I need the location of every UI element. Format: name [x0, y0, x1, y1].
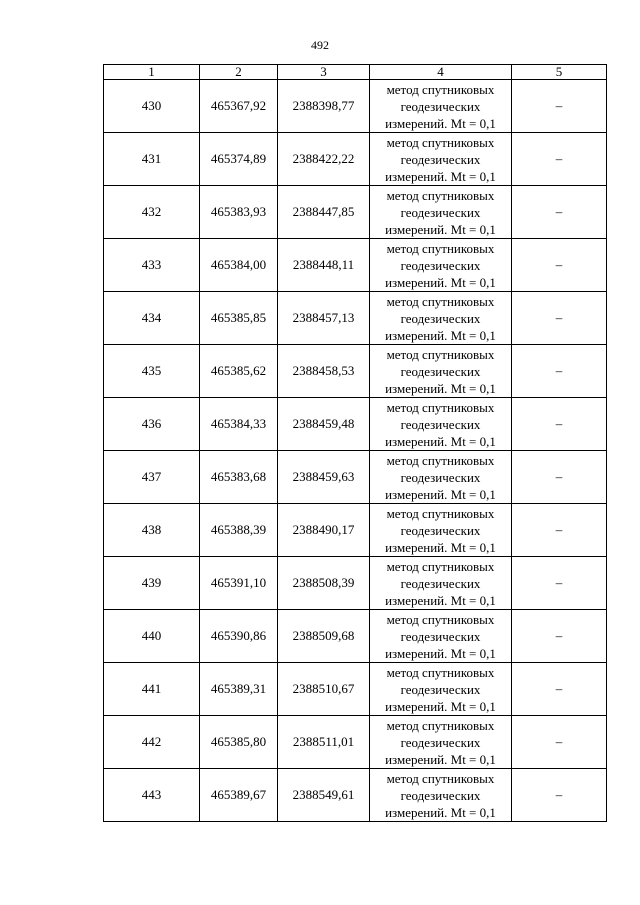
method-text-line: геодезических [400, 204, 481, 220]
method-text-line: измерений. Mt = 0,1 [385, 168, 496, 184]
column-header-1: 1 [104, 65, 200, 80]
coordinate-x-cell: 465388,39 [200, 504, 278, 557]
method-cell [370, 451, 512, 504]
method-text-line: геодезических [400, 575, 481, 591]
table-row [104, 398, 607, 451]
note-cell: – [512, 186, 607, 239]
method-cell [370, 504, 512, 557]
point-number-cell: 438 [104, 504, 200, 557]
method-text-line: метод спутниковых [386, 717, 495, 733]
method-text-line: измерений. Mt = 0,1 [385, 592, 496, 608]
coordinate-y-cell: 2388398,77 [278, 80, 370, 133]
method-cell [370, 80, 512, 133]
coordinate-y-cell: 2388457,13 [278, 292, 370, 345]
table-row [104, 663, 607, 716]
method-text-line: метод спутниковых [386, 505, 495, 521]
table-row [104, 557, 607, 610]
table-row [104, 133, 607, 186]
point-number-cell: 432 [104, 186, 200, 239]
table-row [104, 345, 607, 398]
note-cell: – [512, 769, 607, 822]
coordinate-y-cell: 2388459,63 [278, 451, 370, 504]
method-text-line: метод спутниковых [386, 81, 495, 97]
note-cell: – [512, 716, 607, 769]
method-cell [370, 345, 512, 398]
method-cell [370, 769, 512, 822]
coordinate-x-cell: 465390,86 [200, 610, 278, 663]
method-text-line: измерений. Mt = 0,1 [385, 115, 496, 131]
method-text-line: измерений. Mt = 0,1 [385, 539, 496, 555]
point-number-cell: 436 [104, 398, 200, 451]
method-text-line: метод спутниковых [386, 558, 495, 574]
note-cell: – [512, 345, 607, 398]
coordinate-x-cell: 465383,93 [200, 186, 278, 239]
point-number-cell: 434 [104, 292, 200, 345]
coordinate-x-cell: 465385,62 [200, 345, 278, 398]
method-text-line: метод спутниковых [386, 452, 495, 468]
note-cell: – [512, 663, 607, 716]
table-row [104, 769, 607, 822]
coordinate-x-cell: 465389,31 [200, 663, 278, 716]
coordinate-x-cell: 465385,80 [200, 716, 278, 769]
coordinate-y-cell: 2388509,68 [278, 610, 370, 663]
column-header-3: 3 [278, 65, 370, 80]
method-text-line: измерений. Mt = 0,1 [385, 486, 496, 502]
point-number-cell: 439 [104, 557, 200, 610]
method-text-line: метод спутниковых [386, 187, 495, 203]
coordinate-x-cell: 465367,92 [200, 80, 278, 133]
coordinate-x-cell: 465383,68 [200, 451, 278, 504]
coordinate-x-cell: 465384,33 [200, 398, 278, 451]
method-text-line: измерений. Mt = 0,1 [385, 804, 496, 820]
method-text-line: геодезических [400, 257, 481, 273]
method-text-line: измерений. Mt = 0,1 [385, 327, 496, 343]
point-number-cell: 430 [104, 80, 200, 133]
table-row [104, 292, 607, 345]
coordinate-x-cell: 465374,89 [200, 133, 278, 186]
table-row [104, 504, 607, 557]
note-cell: – [512, 610, 607, 663]
method-text-line: метод спутниковых [386, 770, 495, 786]
note-cell: – [512, 504, 607, 557]
method-text-line: геодезических [400, 787, 481, 803]
method-text-line: геодезических [400, 628, 481, 644]
method-text-line: геодезических [400, 310, 481, 326]
coordinate-x-cell: 465391,10 [200, 557, 278, 610]
method-text-line: измерений. Mt = 0,1 [385, 645, 496, 661]
point-number-cell: 442 [104, 716, 200, 769]
method-text-line: измерений. Mt = 0,1 [385, 698, 496, 714]
method-cell [370, 610, 512, 663]
table-row [104, 239, 607, 292]
method-text-line: измерений. Mt = 0,1 [385, 751, 496, 767]
method-text-line: метод спутниковых [386, 399, 495, 415]
method-cell [370, 557, 512, 610]
coordinate-y-cell: 2388508,39 [278, 557, 370, 610]
point-number-cell: 441 [104, 663, 200, 716]
coordinate-y-cell: 2388458,53 [278, 345, 370, 398]
table-row [104, 80, 607, 133]
coordinate-x-cell: 465384,00 [200, 239, 278, 292]
method-text-line: геодезических [400, 151, 481, 167]
coordinate-y-cell: 2388490,17 [278, 504, 370, 557]
note-cell: – [512, 239, 607, 292]
method-text-line: метод спутниковых [386, 611, 495, 627]
note-cell: – [512, 557, 607, 610]
column-header-4: 4 [370, 65, 512, 80]
note-cell: – [512, 133, 607, 186]
column-header-5: 5 [512, 65, 607, 80]
coordinate-y-cell: 2388422,22 [278, 133, 370, 186]
method-text-line: метод спутниковых [386, 293, 495, 309]
table-row [104, 186, 607, 239]
note-cell: – [512, 80, 607, 133]
table-row [104, 610, 607, 663]
table-body [104, 80, 607, 822]
method-text-line: измерений. Mt = 0,1 [385, 221, 496, 237]
point-number-cell: 433 [104, 239, 200, 292]
method-text-line: метод спутниковых [386, 134, 495, 150]
table-row [104, 716, 607, 769]
point-number-cell: 431 [104, 133, 200, 186]
method-text-line: измерений. Mt = 0,1 [385, 274, 496, 290]
method-cell [370, 716, 512, 769]
method-text-line: измерений. Mt = 0,1 [385, 433, 496, 449]
page-number: 492 [311, 38, 329, 52]
method-cell [370, 239, 512, 292]
method-text-line: метод спутниковых [386, 346, 495, 362]
coordinate-y-cell: 2388447,85 [278, 186, 370, 239]
coordinate-y-cell: 2388459,48 [278, 398, 370, 451]
method-text-line: геодезических [400, 98, 481, 114]
point-number-cell: 437 [104, 451, 200, 504]
table-header-row [104, 65, 607, 80]
coordinate-y-cell: 2388549,61 [278, 769, 370, 822]
note-cell: – [512, 451, 607, 504]
column-header-2: 2 [200, 65, 278, 80]
coordinates-table [103, 64, 607, 822]
method-text-line: геодезических [400, 416, 481, 432]
point-number-cell: 443 [104, 769, 200, 822]
method-text-line: геодезических [400, 522, 481, 538]
note-cell: – [512, 398, 607, 451]
coordinate-y-cell: 2388448,11 [278, 239, 370, 292]
coordinate-y-cell: 2388511,01 [278, 716, 370, 769]
coordinate-x-cell: 465385,85 [200, 292, 278, 345]
method-text-line: метод спутниковых [386, 240, 495, 256]
method-text-line: измерений. Mt = 0,1 [385, 380, 496, 396]
method-text-line: геодезических [400, 469, 481, 485]
coordinate-y-cell: 2388510,67 [278, 663, 370, 716]
table-row [104, 451, 607, 504]
method-text-line: геодезических [400, 734, 481, 750]
method-text-line: геодезических [400, 681, 481, 697]
coordinate-x-cell: 465389,67 [200, 769, 278, 822]
method-cell [370, 398, 512, 451]
method-cell [370, 663, 512, 716]
note-cell: – [512, 292, 607, 345]
point-number-cell: 435 [104, 345, 200, 398]
method-text-line: метод спутниковых [386, 664, 495, 680]
point-number-cell: 440 [104, 610, 200, 663]
method-cell [370, 186, 512, 239]
method-text-line: геодезических [400, 363, 481, 379]
method-cell [370, 292, 512, 345]
method-cell [370, 133, 512, 186]
